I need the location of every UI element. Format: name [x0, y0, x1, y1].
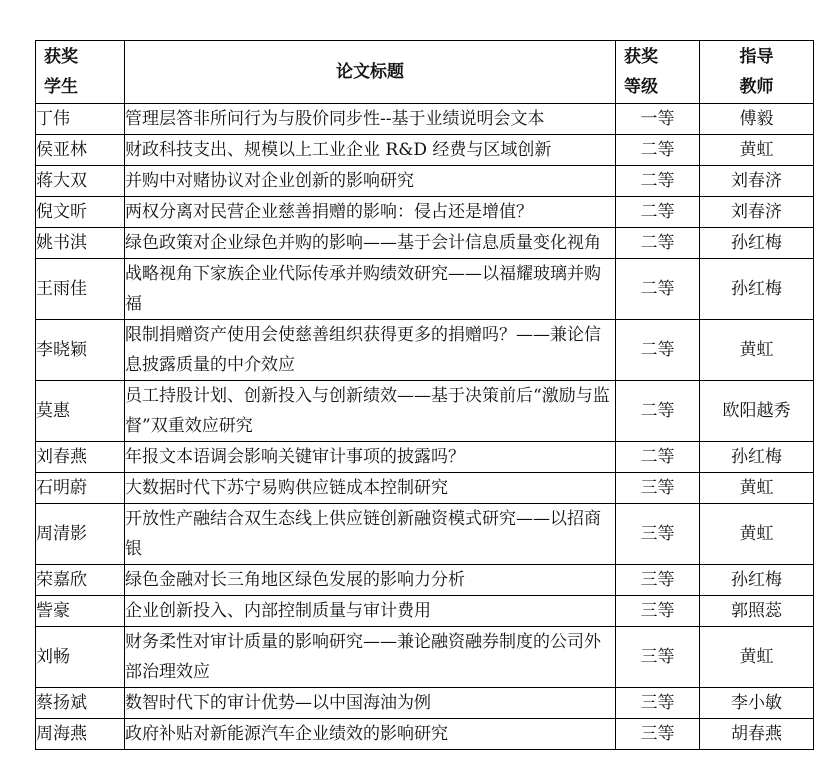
table-row — [36, 228, 814, 259]
advisor-name: 欧阳越秀 — [700, 381, 814, 442]
header-level-line-2: 等级 — [624, 77, 658, 97]
award-level: 二等 — [616, 381, 700, 442]
paper-title: 管理层答非所问行为与股价同步性--基于业绩说明会文本 — [125, 104, 616, 135]
table-row — [36, 166, 814, 197]
award-level: 三等 — [616, 473, 700, 504]
student-name: 王雨佳 — [36, 259, 125, 320]
header-row — [36, 41, 814, 104]
paper-title: 员工持股计划、创新投入与创新绩效——基于决策前后“激励与监督”双重效应研究 — [125, 381, 616, 442]
table-row — [36, 104, 814, 135]
paper-title: 绿色政策对企业绿色并购的影响——基于会计信息质量变化视角 — [125, 228, 616, 259]
student-name: 侯亚林 — [36, 135, 125, 166]
header-advisor-line-1: 指导 — [739, 47, 774, 67]
student-name: 周海燕 — [36, 719, 125, 750]
advisor-name: 傅毅 — [700, 104, 814, 135]
paper-title: 并购中对赌协议对企业创新的影响研究 — [125, 166, 616, 197]
award-level: 二等 — [616, 166, 700, 197]
advisor-name: 孙红梅 — [700, 565, 814, 596]
advisor-name: 黄虹 — [700, 135, 814, 166]
student-name: 刘畅 — [36, 627, 125, 688]
paper-title: 大数据时代下苏宁易购供应链成本控制研究 — [125, 473, 616, 504]
student-name: 荣嘉欣 — [36, 565, 125, 596]
header-student — [36, 41, 125, 104]
table-row — [36, 473, 814, 504]
advisor-name: 黄虹 — [700, 320, 814, 381]
table-row — [36, 596, 814, 627]
advisor-name: 胡春燕 — [700, 719, 814, 750]
student-name: 刘春燕 — [36, 442, 125, 473]
student-name: 蔡扬斌 — [36, 688, 125, 719]
table-row — [36, 719, 814, 750]
paper-title: 限制捐赠资产使用会使慈善组织获得更多的捐赠吗？——兼论信息披露质量的中介效应 — [125, 320, 616, 381]
award-level: 二等 — [616, 442, 700, 473]
header-student-line-1: 获奖 — [44, 47, 78, 67]
header-advisor-line-2: 教师 — [739, 77, 774, 97]
advisor-name: 孙红梅 — [700, 442, 814, 473]
advisor-name: 孙红梅 — [700, 259, 814, 320]
header-level-line-1: 获奖 — [624, 47, 658, 67]
student-name: 姚书淇 — [36, 228, 125, 259]
paper-title: 企业创新投入、内部控制质量与审计费用 — [125, 596, 616, 627]
award-level: 二等 — [616, 135, 700, 166]
advisor-name: 李小敏 — [700, 688, 814, 719]
awards-table — [35, 40, 814, 750]
award-level: 三等 — [616, 627, 700, 688]
awards-table-body — [36, 104, 814, 750]
table-row — [36, 259, 814, 320]
advisor-name: 黄虹 — [700, 627, 814, 688]
student-name: 莫惠 — [36, 381, 125, 442]
award-level: 三等 — [616, 719, 700, 750]
header-level — [616, 41, 700, 104]
student-name: 周清影 — [36, 504, 125, 565]
paper-title: 年报文本语调会影响关键审计事项的披露吗？ — [125, 442, 616, 473]
advisor-name: 刘春济 — [700, 166, 814, 197]
paper-title: 财务柔性对审计质量的影响研究——兼论融资融券制度的公司外部治理效应 — [125, 627, 616, 688]
award-level: 二等 — [616, 228, 700, 259]
table-row — [36, 197, 814, 228]
paper-title: 开放性产融结合双生态线上供应链创新融资模式研究——以招商银 — [125, 504, 616, 565]
award-level: 一等 — [616, 104, 700, 135]
table-row — [36, 504, 814, 565]
header-title: 论文标题 — [125, 41, 616, 104]
award-level: 二等 — [616, 259, 700, 320]
advisor-name: 黄虹 — [700, 473, 814, 504]
advisor-name: 黄虹 — [700, 504, 814, 565]
table-row — [36, 688, 814, 719]
award-level: 三等 — [616, 504, 700, 565]
table-row — [36, 320, 814, 381]
student-name: 倪文昕 — [36, 197, 125, 228]
award-level: 三等 — [616, 565, 700, 596]
award-level: 三等 — [616, 688, 700, 719]
advisor-name: 孙红梅 — [700, 228, 814, 259]
paper-title: 政府补贴对新能源汽车企业绩效的影响研究 — [125, 719, 616, 750]
table-row — [36, 135, 814, 166]
paper-title: 两权分离对民营企业慈善捐赠的影响：侵占还是增值？ — [125, 197, 616, 228]
paper-title: 财政科技支出、规模以上工业企业 R&D 经费与区域创新 — [125, 135, 616, 166]
header-student-line-2: 学生 — [44, 77, 78, 97]
award-level: 二等 — [616, 320, 700, 381]
award-level: 二等 — [616, 197, 700, 228]
table-row — [36, 565, 814, 596]
paper-title: 数智时代下的审计优势—以中国海油为例 — [125, 688, 616, 719]
student-name: 蒋大双 — [36, 166, 125, 197]
student-name: 丁伟 — [36, 104, 125, 135]
advisor-name: 郭照蕊 — [700, 596, 814, 627]
advisor-name: 刘春济 — [700, 197, 814, 228]
table-row — [36, 442, 814, 473]
student-name: 李晓颖 — [36, 320, 125, 381]
student-name: 訾豪 — [36, 596, 125, 627]
paper-title: 战略视角下家族企业代际传承并购绩效研究——以福耀玻璃并购福 — [125, 259, 616, 320]
table-row — [36, 627, 814, 688]
header-advisor — [700, 41, 814, 104]
paper-title: 绿色金融对长三角地区绿色发展的影响力分析 — [125, 565, 616, 596]
award-level: 三等 — [616, 596, 700, 627]
table-row — [36, 381, 814, 442]
student-name: 石明蔚 — [36, 473, 125, 504]
